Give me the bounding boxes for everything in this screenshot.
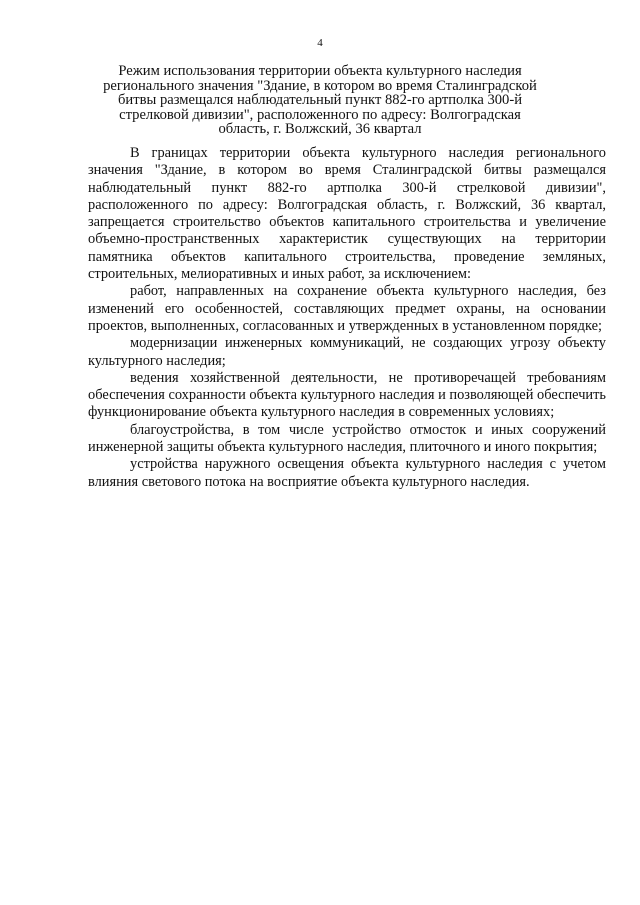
paragraph-intro: В границах территории объекта культурного наследия регионального значения "Здание, в котором во время Сталинградской битвы размещался наблюдательный пункт 882-го артполка 300-й стрелковой дивизии", расположенного по адресу: Волгоградская область, г. Волжский, 36 квартал, запрещается строительство объектов капитального строительства и увеличение объемно-пространственных характеристик существующих на территории памятника объектов капитального строительства, проведение земляных, строительных, мелиоративных и иных работ, за исключением: [88,145,606,283]
paragraph-preservation-works: работ, направленных на сохранение объекта культурного наследия, без изменений его особенностей, составляющих предмет охраны, на основании проектов, выполненных, согласованных и утвержденных в установленном порядке; [88,283,606,334]
paragraph-landscaping: благоустройства, в том числе устройство отмосток и иных сооружений инженерной защиты объекта культурного наследия, плиточного и иного покрытия; [88,421,606,456]
paragraph-economic-activity: ведения хозяйственной деятельности, не противоречащей требованиям обеспечения сохранности объекта культурного наследия и позволяющей обеспечить функционирование объекта культурного наследия в современных условиях; [88,369,606,421]
paragraph-engineering-networks: модернизации инженерных коммуникаций, не создающих угрозу объекту культурного наследия; [88,335,606,369]
document-body [88,145,606,491]
document-title: Режим использования территории объекта культурного наследия регионального значения "Здание, в котором во время Сталинградской битвы размещался наблюдательный пункт 882-го артполка 300-й стрелковой дивизии", расположенного по адресу: Волгоградская область, г. Волжский, 36 квартал [103,63,537,138]
paragraph-exterior-lighting: устройства наружного освещения объекта культурного наследия с учетом влияния светового потока на восприятие объекта культурного наследия. [88,456,606,490]
page-number: 4 [317,37,323,49]
